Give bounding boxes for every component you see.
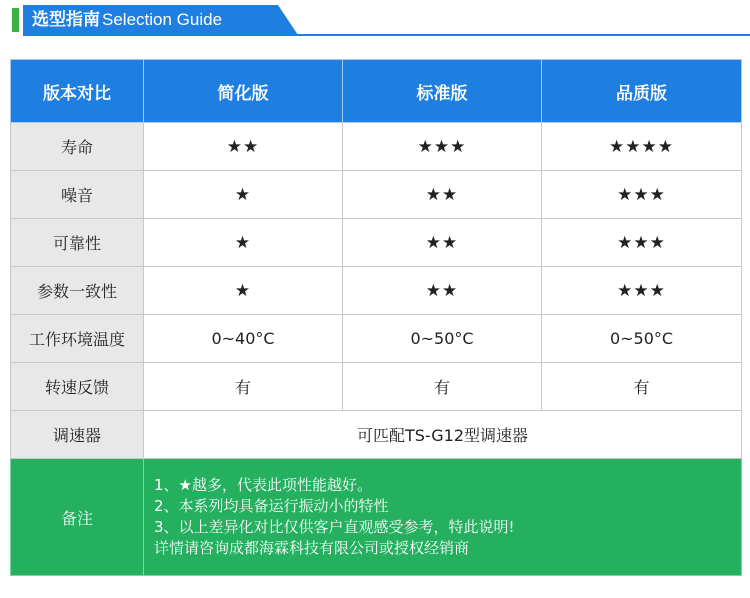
notes-content — [144, 459, 742, 576]
header-divider — [23, 34, 750, 36]
value-cell: 有 — [343, 363, 542, 411]
rating-cell: ★ — [144, 171, 343, 219]
controller-row — [11, 411, 742, 459]
table-row — [11, 363, 742, 411]
rating-cell: ★★★ — [542, 171, 742, 219]
rating-cell: ★★ — [144, 123, 343, 171]
table-row — [11, 267, 742, 315]
row-label: 调速器 — [11, 411, 144, 459]
column-header-standard: 标准版 — [343, 60, 542, 123]
table-row — [11, 123, 742, 171]
row-label: 工作环境温度 — [11, 315, 144, 363]
row-label: 寿命 — [11, 123, 144, 171]
rating-cell: ★★ — [343, 171, 542, 219]
section-title-zh: 选型指南 — [32, 10, 100, 30]
note-line: 3、以上差异化对比仅供客户直观感受参考，特此说明! — [154, 518, 515, 536]
note-line: 2、本系列均具备运行振动小的特性 — [154, 497, 389, 515]
row-label: 可靠性 — [11, 219, 144, 267]
header-green-marker — [12, 8, 19, 32]
table-row — [11, 219, 742, 267]
column-header-simplified: 简化版 — [144, 60, 343, 123]
rating-cell: ★ — [144, 219, 343, 267]
row-label: 噪音 — [11, 171, 144, 219]
notes-row — [11, 459, 742, 576]
section-header — [0, 0, 750, 38]
column-header-compare: 版本对比 — [11, 60, 144, 123]
value-cell: 0~50°C — [542, 315, 742, 363]
row-label: 参数一致性 — [11, 267, 144, 315]
column-header-quality: 品质版 — [542, 60, 742, 123]
rating-cell: ★★★★ — [542, 123, 742, 171]
selection-guide-table — [10, 59, 742, 576]
section-title-en: Selection Guide — [102, 10, 223, 29]
rating-cell: ★★★ — [542, 267, 742, 315]
section-title — [32, 10, 222, 30]
rating-cell: ★★ — [343, 267, 542, 315]
table-header-row — [11, 60, 742, 123]
value-cell: 有 — [542, 363, 742, 411]
table-row — [11, 171, 742, 219]
rating-cell: ★ — [144, 267, 343, 315]
row-label: 转速反馈 — [11, 363, 144, 411]
table-row — [11, 315, 742, 363]
value-cell: 有 — [144, 363, 343, 411]
rating-cell: ★★★ — [542, 219, 742, 267]
value-cell: 0~40°C — [144, 315, 343, 363]
notes-label: 备注 — [11, 459, 144, 576]
note-line: 详情请咨询成都海霖科技有限公司或授权经销商 — [154, 539, 470, 557]
controller-value: 可匹配TS-G12型调速器 — [144, 411, 742, 459]
note-line: 1、★越多，代表此项性能越好。 — [154, 476, 372, 494]
value-cell: 0~50°C — [343, 315, 542, 363]
rating-cell: ★★★ — [343, 123, 542, 171]
rating-cell: ★★ — [343, 219, 542, 267]
